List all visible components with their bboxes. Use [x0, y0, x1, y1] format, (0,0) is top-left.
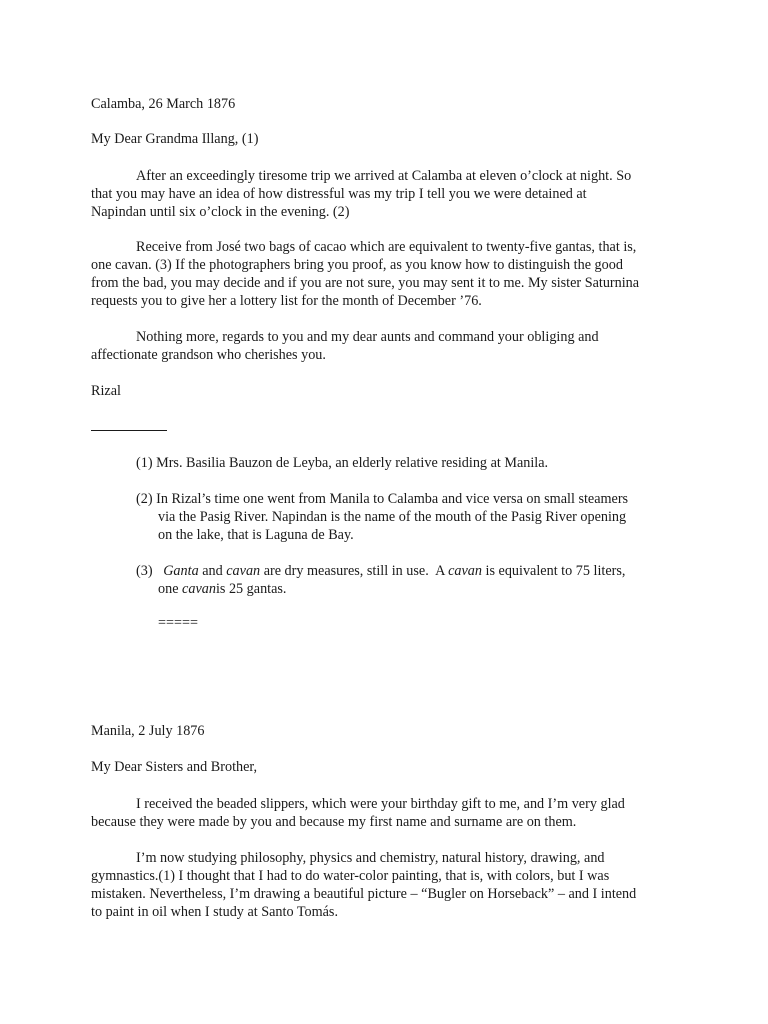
letter1-p1-line1: After an exceedingly tiresome trip we arrived at Calamba at eleven o’clock at night. So: [136, 168, 632, 184]
letter2-p2-line3: mistaken. Nevertheless, I’m drawing a beautiful picture – “Bugler on Horseback” – and I intend: [91, 886, 637, 902]
footnote-3-l2-a: one: [158, 581, 183, 597]
footnote-1: (1) Mrs. Basilia Bauzon de Leyba, an elderly relative residing at Manila.: [136, 455, 549, 471]
footnote-3-l2-b: is 25 gantas.: [215, 581, 287, 597]
letter1-p3-line1: Nothing more, regards to you and my dear aunts and command your obliging and: [136, 329, 599, 345]
letter1-salutation: My Dear Grandma Illang, (1): [91, 131, 259, 147]
footnote-3-line2: [158, 580, 286, 598]
footnote-3-number: (3): [136, 563, 164, 579]
letter1-p1-line2: that you may have an idea of how distressful was my trip I tell you we were detained at: [91, 186, 587, 202]
footnote-3-line1: [136, 562, 625, 580]
footnote-3-end: is equivalent to 75 liters,: [481, 563, 626, 579]
footnote-2-line1: (2) In Rizal’s time one went from Manila to Calamba and vice versa on small steamers: [136, 491, 629, 507]
footnote-separator: [91, 430, 167, 431]
footnote-3-and: and: [198, 563, 227, 579]
letter2-p2-line4: to paint in oil when I study at Santo Tomás.: [91, 904, 339, 920]
letter2-p2-line2: gymnastics.(1) I thought that I had to do water-color painting, that is, with colors, but I was: [91, 868, 610, 884]
footnote-2-line2: via the Pasig River. Napindan is the name of the mouth of the Pasig River opening: [158, 509, 627, 525]
letter1-p3-line2: affectionate grandson who cherishes you.: [91, 347, 326, 363]
letter2-p2-line1: I’m now studying philosophy, physics and chemistry, natural history, drawing, and: [136, 850, 605, 866]
letter1-p1-line3: Napindan until six o’clock in the evening. (2): [91, 204, 350, 220]
letter2-salutation: My Dear Sisters and Brother,: [91, 759, 258, 775]
letter1-p2-line4: requests you to give her a lottery list for the month of December ’76.: [91, 293, 482, 309]
footnote-3-term-cavan-2: cavan: [448, 563, 482, 579]
letter1-p2-line3: from the bad, you may decide and if you are not sure, you may sent it to me. My sister Saturnina: [91, 275, 640, 291]
footnote-2-line3: on the lake, that is Laguna de Bay.: [158, 527, 354, 543]
footnote-3-term-ganta: Ganta: [163, 563, 199, 579]
letter1-p2-line2: one cavan. (3) If the photographers bring you proof, as you know how to distinguish the good: [91, 257, 623, 273]
letter1-p2-line1: Receive from José two bags of cacao which are equivalent to twenty-five gantas, that is,: [136, 239, 637, 255]
footnote-3-term-cavan: cavan: [226, 563, 261, 579]
letter1-signature: Rizal: [91, 383, 121, 399]
letter1-dateline: Calamba, 26 March 1876: [91, 96, 236, 112]
letter2-dateline: Manila, 2 July 1876: [91, 723, 205, 739]
end-marker: =====: [158, 615, 199, 631]
letter2-p1-line1: I received the beaded slippers, which were your birthday gift to me, and I’m very glad: [136, 796, 625, 812]
footnote-3-l2-cavan: cavan: [182, 581, 216, 597]
footnote-3-mid: are dry measures, still in use. A: [260, 563, 449, 579]
letter2-p1-line2: because they were made by you and because my first name and surname are on them.: [91, 814, 577, 830]
